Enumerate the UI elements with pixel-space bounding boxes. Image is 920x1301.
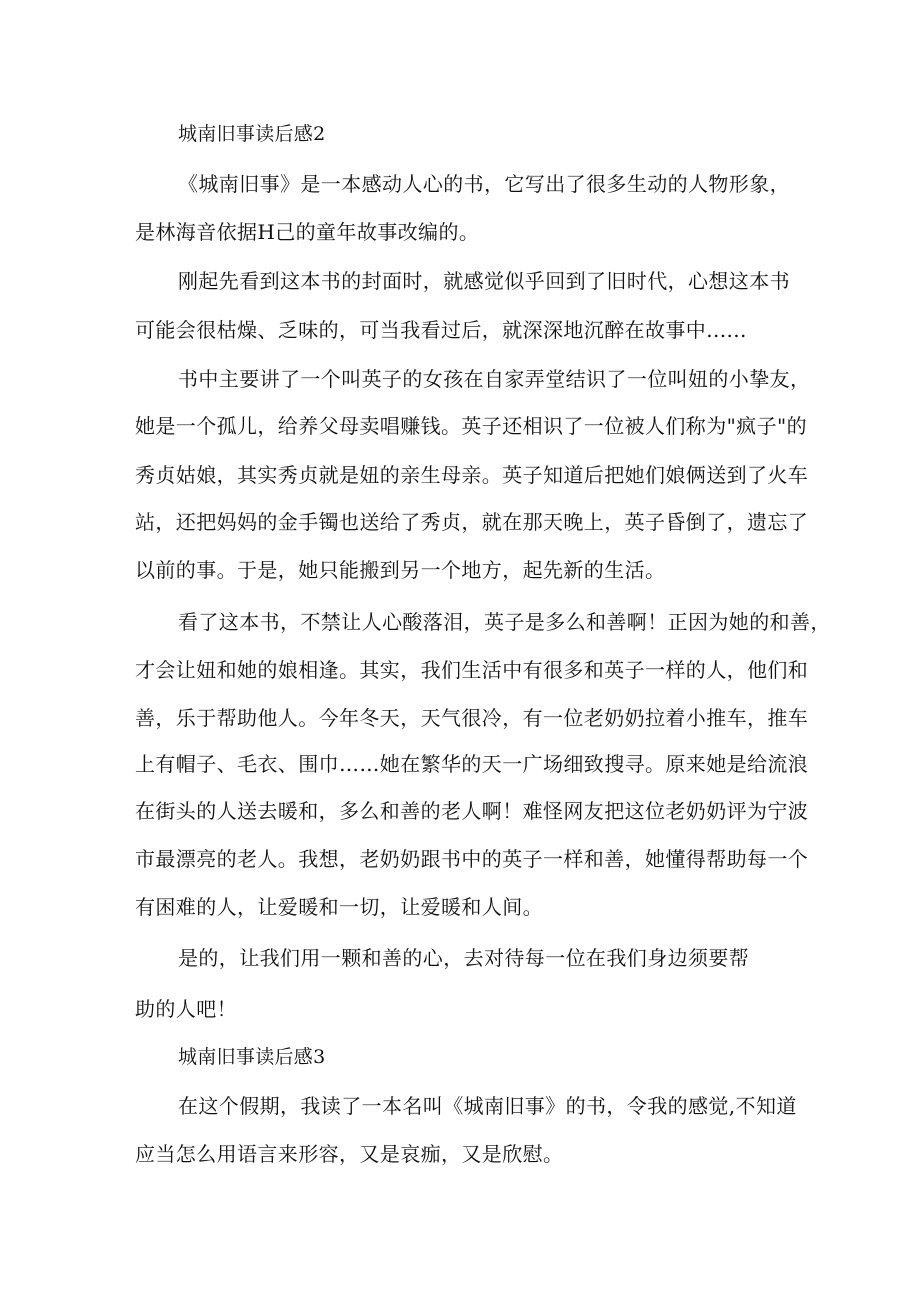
section-heading: 城南旧事读后感3 <box>178 1046 326 1068</box>
paragraph-line: 《城南旧事》是一本感动人心的书，它写出了很多生动的人物形象， <box>178 172 790 196</box>
paragraph-line: 书中主要讲了一个叫英子的女孩在自家弄堂结识了一位叫妞的小挚友， <box>178 367 811 391</box>
paragraph-line: 应当怎么用语言来形容，又是哀痂，又是欣慰。 <box>135 1142 564 1166</box>
paragraph-line: 助的人吧！ <box>135 997 237 1021</box>
paragraph-line: 秀贞姑娘，其实秀贞就是妞的亲生母亲。英子知道后把她们娘俩送到了火车 <box>135 463 809 487</box>
paragraph-line: 站，还把妈妈的金手镯也送给了秀贞，就在那天晚上，英子昏倒了，遗忘了 <box>135 510 809 534</box>
paragraph-line: 善，乐于帮助他人。今年冬天，天气很冷，有一位老奶奶拉着小推车，推车 <box>135 706 809 730</box>
paragraph-line: 有困难的人，让爱暖和一切，让爱暖和人间。 <box>135 895 543 919</box>
paragraph-line: 在这个假期，我读了一本名叫《城南旧事》的书，令我的感觉,不知道 <box>178 1094 797 1118</box>
section-heading: 城南旧事读后感2 <box>178 123 326 145</box>
paragraph-line: 才会让妞和她的娘相逢。其实，我们生活中有很多和英子一样的人，他们和 <box>135 658 809 682</box>
paragraph-line: 可能会很枯燥、乏味的，可当我看过后，就深深地沉醉在故事中...... <box>135 318 747 342</box>
paragraph-line: 她是一个孤儿，给养父母卖唱赚钱。英子还相识了一位被人们称为"疯子"的 <box>135 414 807 438</box>
paragraph-line: 以前的事。于是，她只能搬到另一个地方，起先新的生活。 <box>135 558 666 582</box>
paragraph-line: 看了这本书，不禁让人心酸落泪，英子是多么和善啊！正因为她的和善， <box>178 610 831 634</box>
paragraph-line: 在街头的人送去暖和，多么和善的老人啊！难怪网友把这位老奶奶评为宁波 <box>135 799 809 823</box>
paragraph-line: 上有帽子、毛衣、围巾……她在繁华的天一广场细致搜寻。原来她是给流浪 <box>135 752 809 776</box>
paragraph-line: 刚起先看到这本书的封面时，就感觉似乎回到了旧时代，心想这本书 <box>178 269 790 293</box>
paragraph-line: 是的，让我们用一颗和善的心，去对待每一位在我们身边须要帮 <box>178 946 750 970</box>
paragraph-line: 是林海音依据H己的童年故事改编的。 <box>135 220 480 244</box>
paragraph-line: 市最漂亮的老人。我想，老奶奶跟书中的英子一样和善，她懂得帮助每一个 <box>135 847 809 871</box>
